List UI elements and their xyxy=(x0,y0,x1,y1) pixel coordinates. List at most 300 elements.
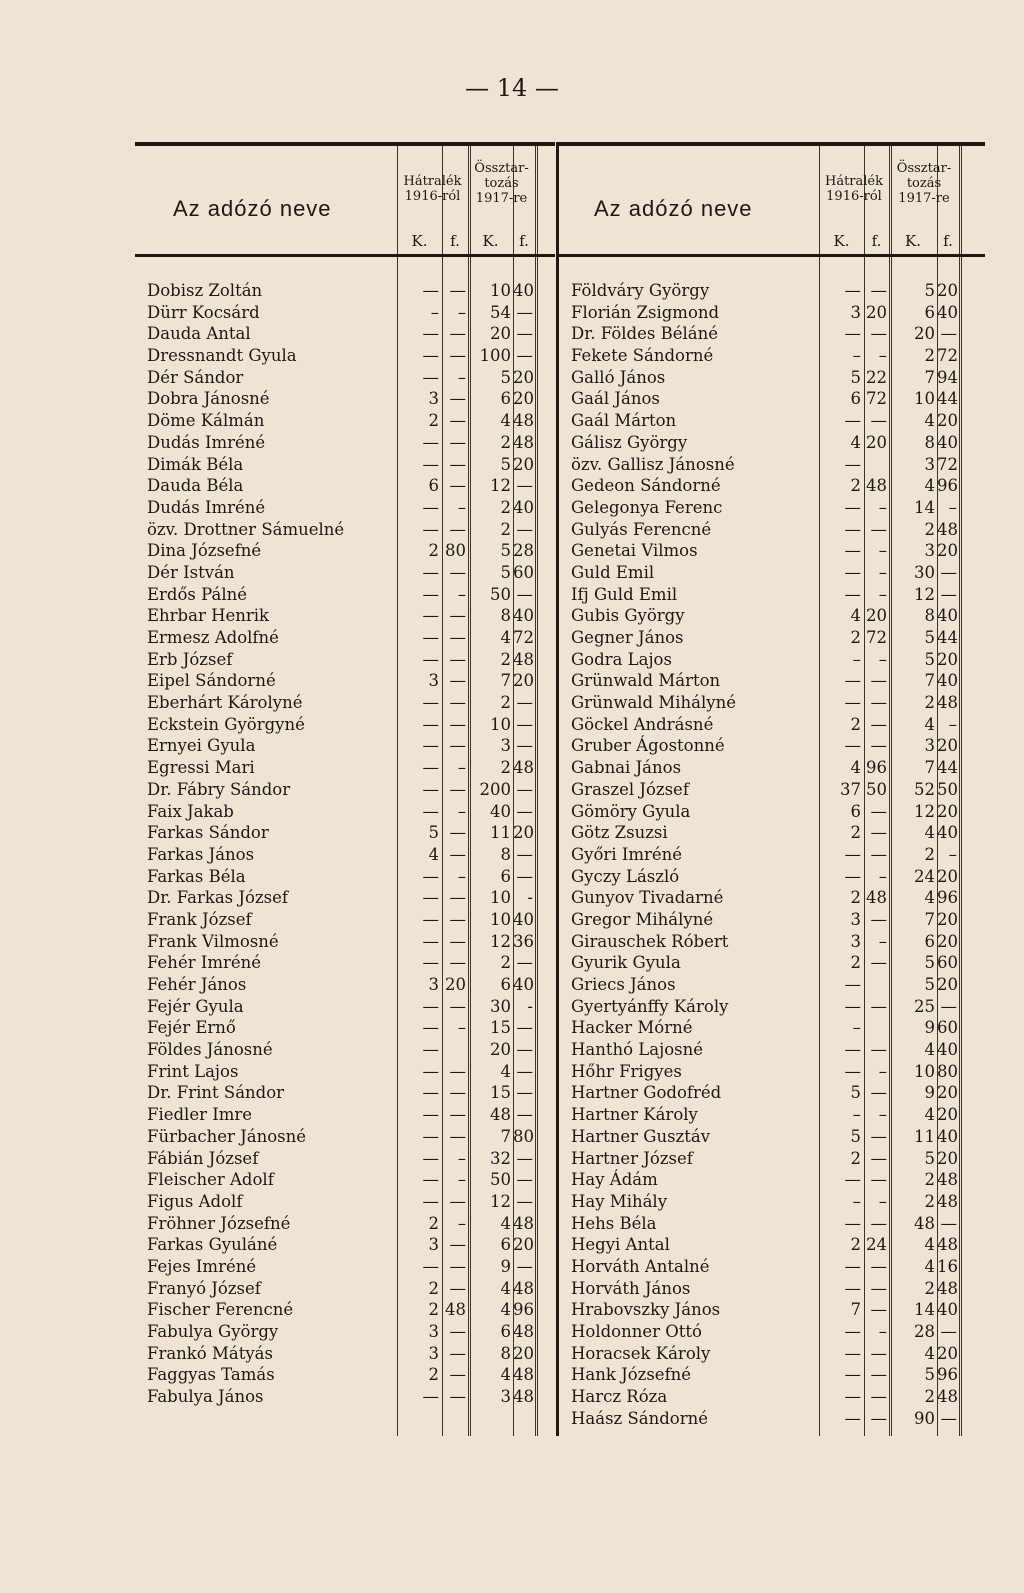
total-filler: — xyxy=(516,1018,533,1038)
total-filler: 20 xyxy=(937,736,958,756)
taxpayer-name: Florián Zsigmond xyxy=(571,302,720,322)
arrears-filler: – xyxy=(878,931,887,951)
taxpayer-name: Frank József xyxy=(147,909,252,929)
total-filler: – xyxy=(948,714,957,734)
arrears-korona: – xyxy=(852,1105,861,1125)
table-row xyxy=(135,1343,555,1365)
arrears-korona: 3 xyxy=(850,931,861,951)
arrears-korona: — xyxy=(844,562,861,582)
taxpayer-name: Fürbacher Jánosné xyxy=(147,1126,306,1146)
total-filler: 40 xyxy=(513,606,534,626)
arrears-filler: — xyxy=(870,1170,887,1190)
arrears-korona: — xyxy=(844,411,861,431)
total-filler: 20 xyxy=(937,411,958,431)
arrears-korona: — xyxy=(844,519,861,539)
total-filler: 60 xyxy=(937,953,958,973)
total-korona: 48 xyxy=(490,1105,511,1125)
total-filler: 60 xyxy=(937,1018,958,1038)
taxpayer-name: Holdonner Ottó xyxy=(571,1322,702,1341)
unit-korona: K. xyxy=(411,232,428,250)
arrears-korona: — xyxy=(844,693,861,713)
taxpayer-name: Fejes Imréné xyxy=(147,1256,257,1276)
total-korona: 90 xyxy=(914,1408,935,1428)
total-korona: 7 xyxy=(924,671,935,691)
total-korona: 2 xyxy=(924,693,935,713)
table-row xyxy=(559,1386,985,1408)
arrears-filler: — xyxy=(449,1191,466,1211)
taxpayer-name: Erb József xyxy=(147,649,233,669)
total-filler: 48 xyxy=(513,758,534,778)
table-row xyxy=(135,280,555,302)
arrears-korona: — xyxy=(422,367,439,387)
arrears-filler: — xyxy=(870,1083,887,1103)
taxpayer-name: Dobisz Zoltán xyxy=(147,281,263,300)
arrears-filler: — xyxy=(449,1387,466,1407)
taxpayer-name: Ernyei Gyula xyxy=(147,736,256,756)
arrears-filler: – xyxy=(457,1018,466,1038)
arrears-korona: 2 xyxy=(850,823,861,843)
taxpayer-name: Horacsek Károly xyxy=(571,1343,711,1363)
total-filler: 20 xyxy=(937,1105,958,1125)
arrears-filler: — xyxy=(449,432,466,452)
total-filler: 40 xyxy=(937,432,958,452)
arrears-korona: — xyxy=(422,931,439,951)
total-filler: 40 xyxy=(937,671,958,691)
table-row xyxy=(135,323,555,345)
total-korona: 25 xyxy=(914,996,935,1016)
total-korona: 4 xyxy=(924,1256,935,1276)
total-korona: 40 xyxy=(490,801,511,821)
total-filler: 20 xyxy=(937,801,958,821)
table-row xyxy=(559,866,985,888)
table-row xyxy=(135,345,555,367)
table-row xyxy=(559,410,985,432)
total-korona: 5 xyxy=(924,649,935,669)
total-korona: 2 xyxy=(924,1278,935,1298)
arrears-korona: — xyxy=(844,844,861,864)
total-filler: — xyxy=(940,324,957,344)
arrears-korona: — xyxy=(844,1278,861,1298)
taxpayer-name: Dr. Farkas József xyxy=(147,888,288,908)
table-row xyxy=(135,1039,555,1061)
total-korona: 30 xyxy=(490,996,511,1016)
total-korona: 6 xyxy=(500,866,511,886)
arrears-filler: — xyxy=(449,562,466,582)
table-row xyxy=(559,801,985,823)
table-row xyxy=(135,670,555,692)
arrears-korona: — xyxy=(422,1170,439,1190)
total-filler: 44 xyxy=(937,628,958,647)
table-row xyxy=(559,367,985,389)
total-filler: — xyxy=(516,1170,533,1190)
table-row xyxy=(135,540,555,562)
table-row xyxy=(135,454,555,476)
table-row xyxy=(559,302,985,324)
arrears-filler: – xyxy=(457,497,466,517)
total-filler: 48 xyxy=(513,432,534,452)
table-row xyxy=(559,475,985,497)
arrears-filler: — xyxy=(449,1105,466,1125)
total-filler: – xyxy=(948,844,957,864)
table-row xyxy=(559,1299,985,1321)
unit-filler: f. xyxy=(450,232,460,250)
arrears-korona: – xyxy=(852,1018,861,1038)
arrears-korona: — xyxy=(844,541,861,561)
arrears-filler: — xyxy=(870,1148,887,1168)
name-column-header: Az adózó neve xyxy=(594,196,753,221)
total-korona: 4 xyxy=(924,714,935,734)
taxpayer-name: Ifj Guld Emil xyxy=(571,584,678,604)
total-filler: — xyxy=(516,866,533,886)
total-filler: — xyxy=(940,1408,957,1428)
total-korona: 5 xyxy=(924,953,935,973)
arrears-korona: 4 xyxy=(850,606,861,626)
total-korona: 4 xyxy=(500,1365,511,1385)
taxpayer-name: Gulyás Ferencné xyxy=(571,519,712,539)
table-row xyxy=(559,1148,985,1170)
table-row xyxy=(559,1191,985,1213)
arrears-korona: 7 xyxy=(850,1300,861,1320)
arrears-filler: – xyxy=(878,562,887,582)
arrears-filler: — xyxy=(449,476,466,496)
total-column-header: Össztar- tozás 1917-re xyxy=(896,161,952,206)
table-row xyxy=(559,1364,985,1386)
total-filler: 20 xyxy=(513,1235,534,1255)
arrears-korona: 2 xyxy=(850,1148,861,1168)
arrears-korona: — xyxy=(844,584,861,604)
arrears-korona: 2 xyxy=(428,1365,439,1385)
arrears-filler: 96 xyxy=(866,758,887,778)
arrears-korona: — xyxy=(844,996,861,1016)
arrears-korona: — xyxy=(844,1408,861,1428)
arrears-korona: — xyxy=(844,497,861,517)
taxpayer-name: Fehér János xyxy=(147,975,247,994)
total-korona: 50 xyxy=(490,1170,511,1190)
taxpayer-name: Farkas Béla xyxy=(147,866,246,886)
arrears-filler: – xyxy=(878,1061,887,1081)
total-filler: 72 xyxy=(513,628,534,647)
total-filler: — xyxy=(516,736,533,756)
table-row xyxy=(135,909,555,931)
table-row xyxy=(135,779,555,801)
arrears-korona: 6 xyxy=(850,389,861,409)
arrears-filler: 48 xyxy=(866,476,887,496)
table-row xyxy=(559,627,985,649)
table-row xyxy=(135,1104,555,1126)
total-filler: 40 xyxy=(513,975,534,994)
taxpayer-name: Győri Imréné xyxy=(571,844,683,864)
arrears-filler: — xyxy=(449,714,466,734)
total-korona: 11 xyxy=(914,1126,935,1146)
table-row xyxy=(559,735,985,757)
arrears-filler: — xyxy=(449,1126,466,1146)
table-row xyxy=(559,779,985,801)
total-filler: 48 xyxy=(513,1322,534,1341)
arrears-filler: 22 xyxy=(866,367,887,387)
arrears-filler: — xyxy=(449,1235,466,1255)
table-row xyxy=(135,1278,555,1300)
arrears-filler: — xyxy=(870,1300,887,1320)
table-row xyxy=(135,801,555,823)
total-korona: 5 xyxy=(500,454,511,474)
table-row xyxy=(559,1126,985,1148)
arrears-korona: — xyxy=(422,758,439,778)
table-row xyxy=(559,974,985,996)
taxpayer-name: Döme Kálmán xyxy=(147,411,265,431)
arrears-korona: — xyxy=(422,866,439,886)
table-row xyxy=(135,735,555,757)
taxpayer-name: Gabnai János xyxy=(571,758,682,778)
total-filler: 20 xyxy=(937,1148,958,1168)
name-column-header: Az adózó neve xyxy=(173,196,332,221)
table-row xyxy=(559,432,985,454)
total-filler: 20 xyxy=(937,281,958,300)
total-korona: 2 xyxy=(500,649,511,669)
arrears-korona: 3 xyxy=(850,302,861,322)
table-row xyxy=(559,540,985,562)
total-korona: 5 xyxy=(924,628,935,647)
table-row xyxy=(559,584,985,606)
total-filler: 20 xyxy=(937,541,958,561)
taxpayer-name: Gelegonya Ferenc xyxy=(571,497,723,517)
arrears-korona: — xyxy=(844,1061,861,1081)
unit-filler: f. xyxy=(871,232,882,250)
arrears-filler: — xyxy=(449,996,466,1016)
arrears-korona: — xyxy=(844,281,861,300)
table-row xyxy=(559,1278,985,1300)
taxpayer-name: Göckel Andrásné xyxy=(571,714,714,734)
arrears-filler: 50 xyxy=(866,779,887,799)
arrears-filler: — xyxy=(870,844,887,864)
arrears-korona: 3 xyxy=(850,909,861,929)
taxpayer-name: Griecs János xyxy=(571,975,676,994)
total-korona: 11 xyxy=(490,823,511,843)
arrears-korona: — xyxy=(422,1256,439,1276)
taxpayer-name: Földváry György xyxy=(571,281,710,300)
taxpayer-name: Dudás Imréné xyxy=(147,497,266,517)
arrears-column-header: Hátralék 1916-ról xyxy=(403,174,462,204)
taxpayer-name: Gubis György xyxy=(571,606,685,626)
table-row xyxy=(135,1234,555,1256)
arrears-korona: 3 xyxy=(428,1343,439,1363)
total-korona: 2 xyxy=(500,953,511,973)
total-korona: 4 xyxy=(500,411,511,431)
arrears-filler: — xyxy=(870,736,887,756)
arrears-korona: — xyxy=(422,888,439,908)
taxpayer-name: Godra Lajos xyxy=(571,649,672,669)
table-row xyxy=(135,605,555,627)
total-filler: 40 xyxy=(513,281,534,300)
table-row xyxy=(135,1169,555,1191)
taxpayer-name: Gruber Ágostonné xyxy=(571,736,725,756)
total-filler: — xyxy=(940,996,957,1016)
taxpayer-name: Hay Ádám xyxy=(571,1170,658,1190)
arrears-filler: 72 xyxy=(866,628,887,647)
arrears-korona: 4 xyxy=(850,758,861,778)
total-filler: 48 xyxy=(513,649,534,669)
arrears-filler: — xyxy=(870,1343,887,1363)
total-filler: 40 xyxy=(513,909,534,929)
arrears-korona: 3 xyxy=(428,1235,439,1255)
arrears-korona: — xyxy=(422,324,439,344)
taxpayer-name: Graszel József xyxy=(571,779,689,799)
taxpayer-name: Farkas János xyxy=(147,844,255,864)
table-row xyxy=(135,692,555,714)
table-row xyxy=(559,519,985,541)
total-korona: 6 xyxy=(500,1235,511,1255)
table-row xyxy=(135,1321,555,1343)
total-korona: 20 xyxy=(914,324,935,344)
total-korona: 14 xyxy=(914,497,935,517)
arrears-filler: – xyxy=(878,1105,887,1125)
arrears-filler: — xyxy=(449,628,466,647)
arrears-filler: — xyxy=(870,1040,887,1060)
total-korona: 8 xyxy=(500,844,511,864)
table-row xyxy=(559,323,985,345)
taxpayer-name: özv. Drottner Sámuelné xyxy=(147,519,345,539)
table-row xyxy=(559,996,985,1018)
table-row xyxy=(559,931,985,953)
total-filler: 40 xyxy=(937,302,958,322)
taxpayer-name: Gyczy László xyxy=(571,866,680,886)
arrears-korona: — xyxy=(422,801,439,821)
arrears-korona: 2 xyxy=(428,1300,439,1320)
taxpayer-name: Hartner József xyxy=(571,1148,693,1168)
taxpayer-name: Girauschek Róbert xyxy=(571,931,729,951)
arrears-filler: — xyxy=(870,411,887,431)
taxpayer-name: Dr. Fábry Sándor xyxy=(147,779,291,799)
total-korona: 4 xyxy=(924,1040,935,1060)
taxpayer-name: Frankó Mátyás xyxy=(147,1343,273,1363)
total-korona: 5 xyxy=(500,541,511,561)
total-filler: 40 xyxy=(937,1040,958,1060)
taxpayer-name: Fejér Ernő xyxy=(147,1018,236,1038)
total-filler: 48 xyxy=(937,1191,958,1211)
total-korona: 3 xyxy=(924,541,935,561)
arrears-filler: — xyxy=(449,389,466,409)
arrears-korona: — xyxy=(422,693,439,713)
arrears-filler: – xyxy=(878,497,887,517)
arrears-filler: — xyxy=(870,714,887,734)
table-row xyxy=(135,714,555,736)
arrears-korona: — xyxy=(422,1061,439,1081)
taxpayer-name: Hehs Béla xyxy=(571,1213,657,1233)
table-header xyxy=(559,146,985,257)
taxpayer-name: Frint Lajos xyxy=(147,1061,239,1081)
arrears-korona: 6 xyxy=(428,476,439,496)
taxpayer-name: Figus Adolf xyxy=(147,1191,243,1211)
table-row xyxy=(135,432,555,454)
taxpayer-name: Horváth Antalné xyxy=(571,1256,710,1276)
arrears-filler: 20 xyxy=(866,302,887,322)
table-row xyxy=(559,692,985,714)
taxpayer-name: Gyurik Gyula xyxy=(571,953,681,973)
unit-korona: K. xyxy=(905,232,921,250)
taxpayer-name: Guld Emil xyxy=(571,562,655,582)
taxpayer-name: Grünwald Márton xyxy=(571,671,721,691)
arrears-filler: — xyxy=(870,693,887,713)
arrears-filler: — xyxy=(870,1256,887,1276)
total-korona: 20 xyxy=(490,324,511,344)
arrears-korona: 5 xyxy=(850,367,861,387)
total-korona: 10 xyxy=(914,1061,935,1081)
arrears-korona: — xyxy=(844,324,861,344)
table-row xyxy=(135,1061,555,1083)
arrears-korona: — xyxy=(422,432,439,452)
arrears-filler: 72 xyxy=(866,389,887,409)
total-korona: 4 xyxy=(500,1061,511,1081)
arrears-korona: — xyxy=(844,1365,861,1385)
total-filler: 36 xyxy=(513,931,534,951)
table-row xyxy=(559,1213,985,1235)
total-korona: 4 xyxy=(500,1278,511,1298)
arrears-korona: 37 xyxy=(840,779,861,799)
total-filler: 28 xyxy=(513,541,534,561)
tax-table-left xyxy=(135,142,555,1436)
table-row xyxy=(559,280,985,302)
arrears-filler: — xyxy=(449,519,466,539)
taxpayer-name: Gömöry Gyula xyxy=(571,801,691,821)
taxpayer-name: Dr. Földes Béláné xyxy=(571,324,718,344)
total-korona: 20 xyxy=(490,1040,511,1060)
arrears-korona: — xyxy=(422,497,439,517)
total-filler: 48 xyxy=(513,1213,534,1233)
arrears-korona: — xyxy=(844,1322,861,1341)
table-row xyxy=(559,1321,985,1343)
total-filler: — xyxy=(516,584,533,604)
taxpayer-name: Hanthó Lajosné xyxy=(571,1040,703,1060)
table-row xyxy=(559,649,985,671)
total-korona: 12 xyxy=(914,801,935,821)
total-korona: 7 xyxy=(924,758,935,778)
total-korona: 8 xyxy=(500,606,511,626)
total-filler: — xyxy=(516,324,533,344)
taxpayer-name: Galló János xyxy=(571,367,666,387)
taxpayer-name: Hőhr Frigyes xyxy=(571,1061,682,1081)
total-korona: 5 xyxy=(924,1365,935,1385)
taxpayer-name: Dürr Kocsárd xyxy=(147,302,260,322)
arrears-filler: — xyxy=(449,281,466,300)
arrears-korona: — xyxy=(844,975,861,994)
taxpayer-name: Dina Józsefné xyxy=(147,541,262,561)
total-filler: — xyxy=(940,1322,957,1341)
arrears-filler: — xyxy=(870,996,887,1016)
arrears-korona: 4 xyxy=(428,844,439,864)
total-korona: 7 xyxy=(500,671,511,691)
arrears-filler: 24 xyxy=(866,1235,887,1255)
total-korona: 3 xyxy=(924,454,935,474)
taxpayer-name: Fekete Sándorné xyxy=(571,346,714,366)
taxpayer-name: Gedeon Sándorné xyxy=(571,476,721,496)
total-korona: 4 xyxy=(500,628,511,647)
taxpayer-name: Fiedler Imre xyxy=(147,1105,253,1125)
taxpayer-name: Gaál Márton xyxy=(571,411,677,431)
taxpayer-name: Fejér Gyula xyxy=(147,996,244,1016)
taxpayer-name: Gegner János xyxy=(571,628,684,647)
total-korona: 12 xyxy=(490,931,511,951)
table-header xyxy=(135,146,555,257)
arrears-filler: — xyxy=(449,411,466,431)
total-korona: 9 xyxy=(924,1018,935,1038)
total-filler: — xyxy=(516,1105,533,1125)
total-korona: 8 xyxy=(924,606,935,626)
arrears-filler: — xyxy=(870,953,887,973)
arrears-filler: 20 xyxy=(445,975,466,994)
total-korona: 10 xyxy=(490,281,511,300)
arrears-korona: — xyxy=(422,1387,439,1407)
taxpayer-name: Hay Mihály xyxy=(571,1191,668,1211)
total-filler: — xyxy=(516,1083,533,1103)
